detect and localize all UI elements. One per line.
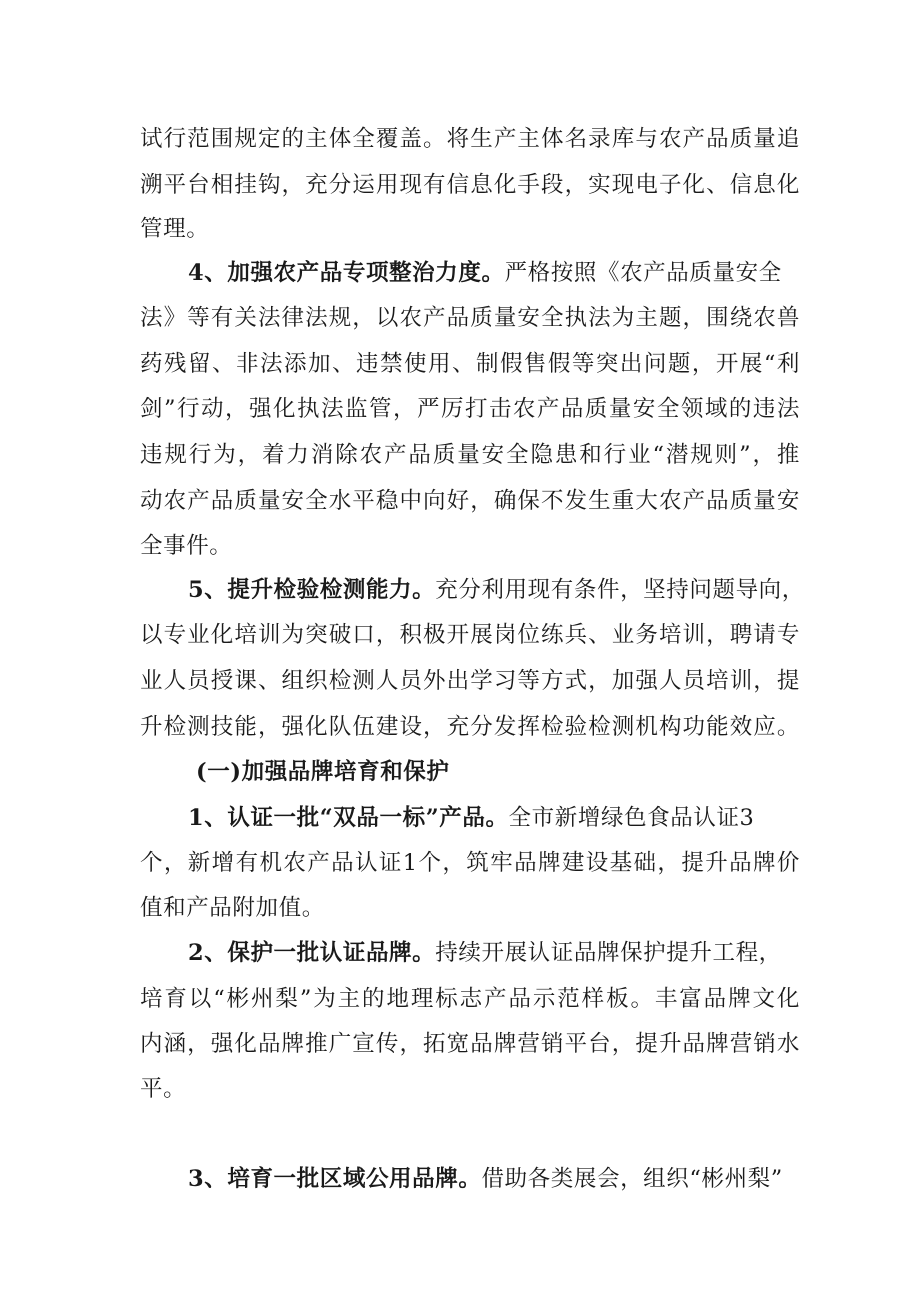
item-3-heading: 3、培育一批区域公用品牌。 (188, 1166, 482, 1192)
body-text: 借助各类展会，组织“彬州梨” (481, 1166, 783, 1192)
item-4-heading: 4、加强农产品专项整治力度。 (188, 260, 505, 286)
item-2-heading: 2、保护一批认证品牌。 (188, 940, 436, 966)
body-text-line: 内涵，强化品牌推广宣传，拓宽品牌营销平台，提升品牌营销水 (140, 1031, 800, 1057)
item-1-heading: 1、认证一批“双品一标”产品。 (188, 805, 509, 831)
body-text-line: 业人员授课、组织检测人员外出学习等方式，加强人员培训，提 (140, 668, 800, 694)
body-text-line: 个，新增有机农产品认证1个，筑牢品牌建设基础，提升品牌价 (140, 850, 800, 876)
body-text-line: 全事件。 (140, 533, 233, 559)
section-heading: (一)加强品牌培育和保护 (196, 759, 450, 785)
item-1-first-line (188, 803, 848, 833)
body-text-line: 培育以“彬州梨”为主的地理标志产品示范样板。丰富品牌文化 (140, 986, 800, 1012)
body-text-line: 以专业化培训为突破口，积极开展岗位练兵、业务培训，聘请专 (140, 622, 800, 648)
body-text: 全市新增绿色食品认证3 (508, 805, 755, 831)
body-text-line: 溯平台相挂钩，充分运用现有信息化手段，实现电子化、信息化 (140, 172, 800, 198)
body-text-line: 试行范围规定的主体全覆盖。将生产主体名录库与农产品质量追 (140, 126, 800, 152)
body-text-line: 值和产品附加值。 (140, 895, 325, 921)
body-text: 严格按照《农产品质量安全 (504, 260, 782, 286)
item-5-first-line (188, 575, 848, 605)
item-4-first-line (188, 258, 848, 288)
body-text: 充分利用现有条件，坚持问题导向， (435, 577, 805, 603)
item-3-first-line (188, 1164, 848, 1194)
body-text-line: 法》等有关法律法规，以农产品质量安全执法为主题，围绕农兽 (140, 305, 800, 331)
body-text-line: 违规行为，着力消除农产品质量安全隐患和行业“潜规则”，推 (140, 442, 800, 468)
body-text-line: 药残留、非法添加、违禁使用、制假售假等突出问题，开展“利 (140, 351, 800, 377)
body-text-line: 管理。 (140, 216, 210, 242)
item-2-first-line (188, 938, 848, 968)
item-5-heading: 5、提升检验检测能力。 (188, 577, 436, 603)
body-text: 持续开展认证品牌保护提升工程， (435, 940, 782, 966)
body-text-line: 动农产品质量安全水平稳中向好，确保不发生重大农产品质量安 (140, 488, 800, 514)
body-text-line: 平。 (140, 1076, 187, 1102)
body-text-line: 升检测技能，强化队伍建设，充分发挥检验检测机构功能效应。 (140, 714, 800, 740)
body-text-line: 剑”行动，强化执法监管，严厉打击农产品质量安全领域的违法 (140, 396, 800, 422)
